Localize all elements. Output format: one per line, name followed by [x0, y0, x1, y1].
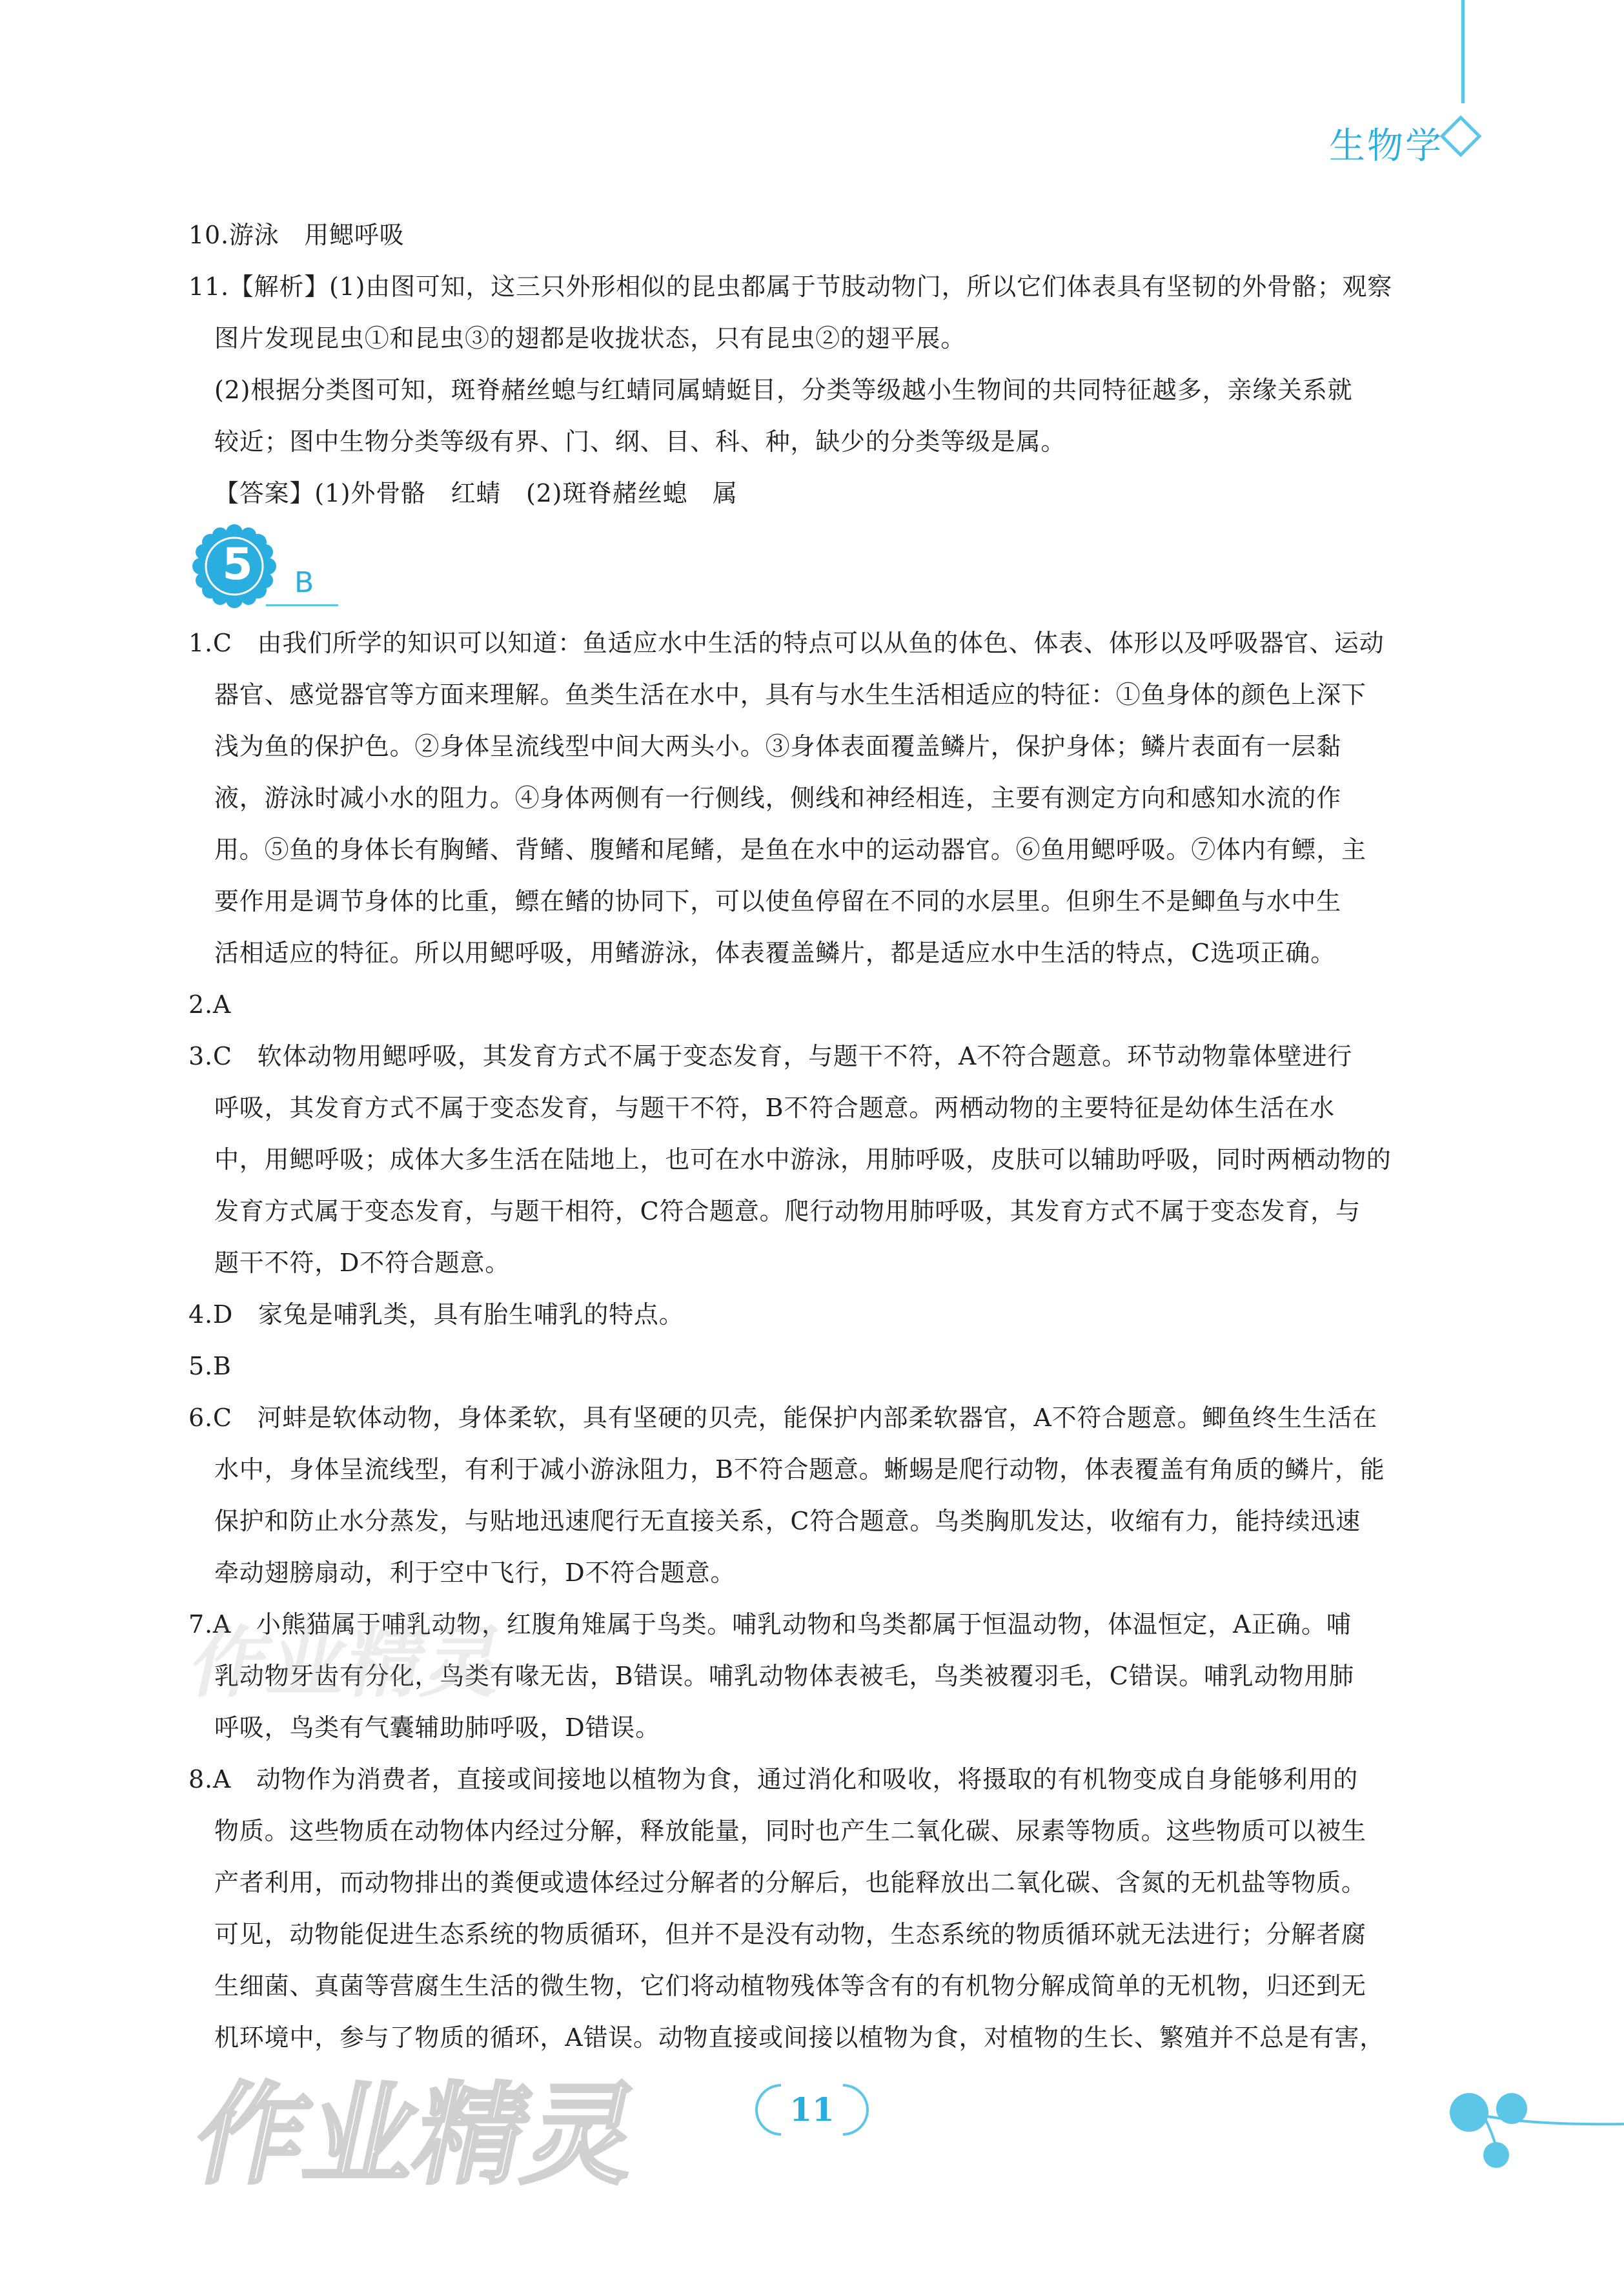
answer-line: 6.C 河蚌是软体动物，身体柔软，具有坚硬的贝壳，能保护内部柔软器官，A不符合题意。鲫鱼终生生活在	[188, 1404, 1377, 1432]
watermark-large: 作业精灵	[184, 2072, 651, 2200]
answer-line: 1.C 由我们所学的知识可以知道：鱼适应水中生活的特点可以从鱼的体色、体表、体形以及呼吸器官、运动	[188, 629, 1385, 657]
answer-line: 【答案】(1)外骨骼 红蜻 (2)斑脊赭丝螅 属	[214, 479, 738, 507]
section-letter: B	[294, 566, 314, 599]
answer-line: 题干不符，D不符合题意。	[214, 1249, 511, 1277]
answer-line: 要作用是调节身体的比重，鳔在鳍的协同下，可以使鱼停留在不同的水层里。但卵生不是鲫鱼与水中生	[214, 887, 1342, 915]
answer-line: 3.C 软体动物用鳃呼吸，其发育方式不属于变态发育，与题干不符，A不符合题意。环节动物靠体壁进行	[188, 1042, 1353, 1070]
answer-line: 2.A	[188, 990, 232, 1019]
answer-line: 呼吸，鸟类有气囊辅助肺呼吸，D错误。	[214, 1713, 660, 1742]
answer-line: 10.游泳 用鳃呼吸	[188, 221, 405, 249]
answer-line: (2)根据分类图可知，斑脊赭丝螅与红蜻同属蜻蜓目，分类等级越小生物间的共同特征越多，亲缘关系就	[214, 376, 1353, 404]
answer-line: 液，游泳时减小水的阻力。④身体两侧有一行侧线，侧线和神经相连，主要有测定方向和感知水流的作	[214, 784, 1342, 812]
answer-line: 水中，身体呈流线型，有利于减小游泳阻力，B不符合题意。蜥蜴是爬行动物，体表覆盖有角质的鳞片，能	[214, 1455, 1385, 1484]
answer-line: 呼吸，其发育方式不属于变态发育，与题干不符，B不符合题意。两栖动物的主要特征是幼体生活在水	[214, 1094, 1335, 1122]
answer-line: 8.A 动物作为消费者，直接或间接地以植物为食，通过消化和吸收，将摄取的有机物变成自身能够利用的	[188, 1765, 1359, 1793]
answer-line: 牵动翅膀扇动，利于空中飞行，D不符合题意。	[214, 1558, 736, 1587]
answer-line: 7.A 小熊猫属于哺乳动物，红腹角雉属于鸟类。哺乳动物和鸟类都属于恒温动物，体温恒定，A正确。哺	[188, 1610, 1352, 1639]
answer-line: 乳动物牙齿有分化，鸟类有喙无齿，B错误。哺乳动物体表被毛，鸟类被覆羽毛，C错误。哺乳动物用肺	[214, 1662, 1354, 1690]
answer-line: 物质。这些物质在动物体内经过分解，释放能量，同时也产生二氧化碳、尿素等物质。这些物质可以被生	[214, 1817, 1366, 1845]
answer-line: 发育方式属于变态发育，与题干相符，C符合题意。爬行动物用肺呼吸，其发育方式不属于变态发育，与	[214, 1197, 1361, 1225]
answer-line: 用。⑤鱼的身体长有胸鳍、背鳍、腹鳍和尾鳍，是鱼在水中的运动器官。⑥鱼用鳃呼吸。⑦体内有鳔，主	[214, 835, 1366, 864]
page-number: 11	[789, 2090, 835, 2129]
answer-line: 11.【解析】(1)由图可知，这三只外形相似的昆虫都属于节肢动物门，所以它们体表具有坚韧的外骨骼；观察	[188, 272, 1393, 301]
answer-line: 图片发现昆虫①和昆虫③的翅都是收拢状态，只有昆虫②的翅平展。	[214, 324, 966, 352]
answer-line: 器官、感觉器官等方面来理解。鱼类生活在水中，具有与水生生活相适应的特征：①鱼身体的颜色上深下	[214, 680, 1366, 709]
answer-line: 保护和防止水分蒸发，与贴地迅速爬行无直接关系，C符合题意。鸟类胸肌发达，收缩有力，能持续迅速	[214, 1507, 1361, 1535]
page-number-bracket-right	[843, 2084, 869, 2136]
answer-line: 机环境中，参与了物质的循环，A错误。动物直接或间接以植物为食，对植物的生长、繁殖并不总是有害，	[214, 2023, 1385, 2052]
bubble-decoration-icon	[1439, 2079, 1624, 2169]
subject-title: 生物学	[1329, 125, 1443, 167]
answer-line: 活相适应的特征。所以用鳃呼吸，用鳍游泳，体表覆盖鳞片，都是适应水中生活的特点，C选项正确。	[214, 939, 1336, 967]
section-underline	[266, 604, 338, 606]
answer-line: 中，用鳃呼吸；成体大多生活在陆地上，也可在水中游泳，用肺呼吸，皮肤可以辅助呼吸，同时两栖动物的	[214, 1145, 1392, 1174]
header-vertical-line	[1461, 0, 1465, 103]
watermark: 作业精灵	[182, 1619, 512, 1708]
answer-line: 4.D 家兔是哺乳类，具有胎生哺乳的特点。	[188, 1300, 684, 1329]
answer-line: 浅为鱼的保护色。②身体呈流线型中间大两头小。③身体表面覆盖鳞片，保护身体；鳞片表面有一层黏	[214, 732, 1342, 761]
answer-line: 生细菌、真菌等营腐生生活的微生物，它们将动植物残体等含有的有机物分解成简单的无机物，归还到无	[214, 1972, 1366, 2000]
answer-line: 较近；图中生物分类等级有界、门、纲、目、科、种，缺少的分类等级是属。	[214, 427, 1066, 456]
answer-line: 5.B	[188, 1352, 232, 1380]
diamond-icon	[1439, 115, 1481, 157]
page-number-bracket-left	[755, 2084, 781, 2136]
answer-line: 产者利用，而动物排出的粪便或遗体经过分解者的分解后，也能释放出二氧化碳、含氮的无机盐等物质。	[214, 1868, 1366, 1897]
answer-line: 可见，动物能促进生态系统的物质循环，但并不是没有动物，生态系统的物质循环就无法进行；分解者腐	[214, 1920, 1366, 1948]
section-number: 5	[222, 539, 253, 590]
